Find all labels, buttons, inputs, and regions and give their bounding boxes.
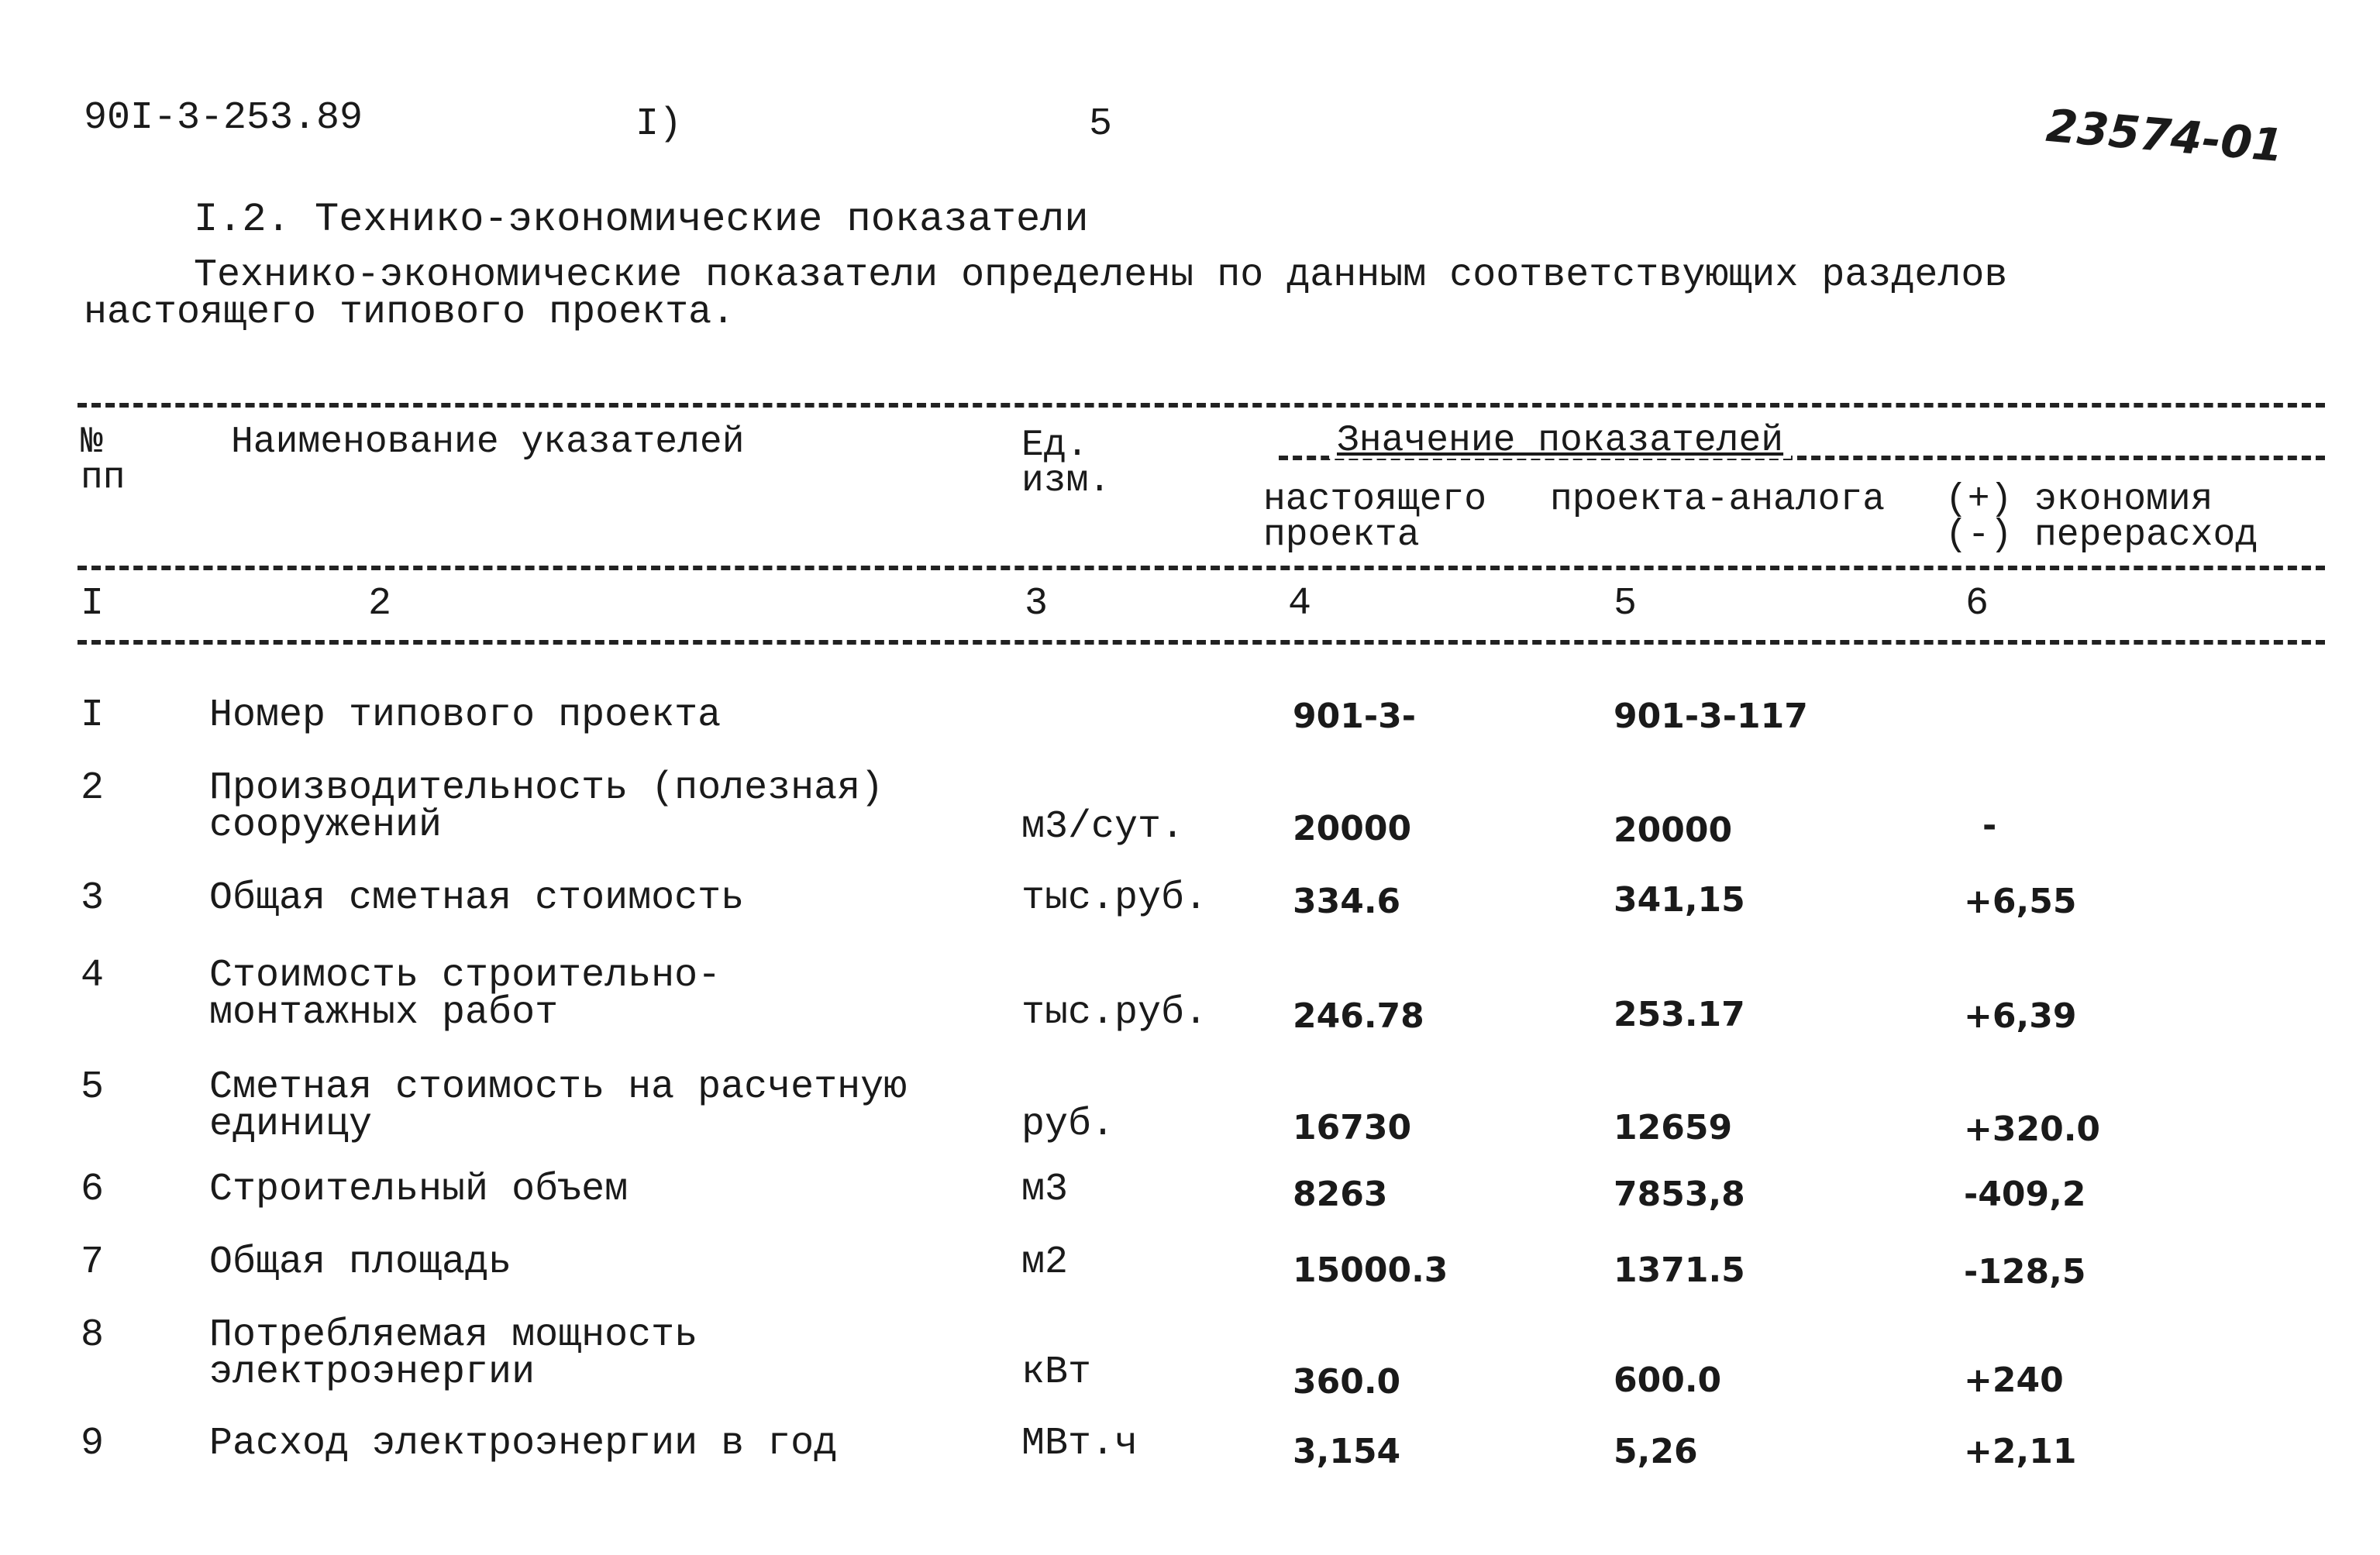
page-number: 5 bbox=[1089, 102, 1113, 146]
row-unit: тыс.руб. bbox=[1021, 876, 1208, 920]
row-analog-value: 12659 bbox=[1614, 1108, 1733, 1147]
row-analog-value: 7853,8 bbox=[1614, 1175, 1745, 1214]
row-number: 9 bbox=[81, 1422, 105, 1466]
row-current-value: 8263 bbox=[1293, 1175, 1388, 1214]
row-analog-value: 253.17 bbox=[1614, 995, 1745, 1034]
row-current-value: 334.6 bbox=[1293, 882, 1401, 921]
document-code: 90I-3-253.89 bbox=[84, 96, 363, 140]
col-number-3: 3 bbox=[1025, 582, 1049, 626]
col-number-6: 6 bbox=[1965, 582, 1989, 626]
row-number: 4 bbox=[81, 954, 105, 998]
row-number: 8 bbox=[81, 1313, 105, 1357]
row-difference-value: +320.0 bbox=[1964, 1109, 2101, 1149]
row-number: 3 bbox=[81, 876, 105, 920]
section-marker: I) bbox=[635, 102, 683, 146]
row-name: Строительный объем bbox=[209, 1168, 629, 1212]
row-unit: МВт.ч bbox=[1021, 1422, 1138, 1466]
col-header-num: № пп bbox=[81, 421, 126, 499]
row-name: Общая сметная стоимость bbox=[209, 876, 745, 920]
table-top-rule bbox=[77, 403, 2325, 408]
row-number: 2 bbox=[81, 766, 105, 810]
inventory-stamp: 23574-01 bbox=[2044, 98, 2285, 173]
row-unit: руб. bbox=[1021, 1103, 1115, 1147]
row-unit: м3 bbox=[1021, 1168, 1069, 1212]
row-difference-value: +6,39 bbox=[1964, 996, 2077, 1036]
row-name: Стоимость строительно- монтажных работ bbox=[209, 954, 722, 1035]
row-name: Потребляемая мощность электроэнергии bbox=[209, 1313, 698, 1395]
col-number-2: 2 bbox=[368, 582, 392, 626]
row-current-value: 360.0 bbox=[1293, 1362, 1401, 1402]
row-name: Сметная стоимость на расчетную единицу bbox=[209, 1065, 908, 1147]
row-difference-value: +6,55 bbox=[1964, 882, 2077, 921]
header-bottom-rule bbox=[77, 566, 2325, 570]
row-name: Номер типового проекта bbox=[209, 693, 722, 738]
col-number-5: 5 bbox=[1614, 582, 1638, 626]
row-number: 6 bbox=[81, 1168, 105, 1212]
row-current-value: 15000.3 bbox=[1293, 1251, 1448, 1290]
col-header-unit: Ед. изм. bbox=[1021, 425, 1111, 502]
row-difference-value: -409,2 bbox=[1964, 1175, 2086, 1214]
row-unit: м2 bbox=[1021, 1240, 1069, 1285]
row-current-value: 3,154 bbox=[1293, 1432, 1401, 1471]
col-header-values-group: Значение показателей bbox=[1329, 423, 1791, 459]
col-number-4: 4 bbox=[1288, 582, 1312, 626]
col-number-1: I bbox=[81, 582, 105, 626]
row-number: 5 bbox=[81, 1065, 105, 1109]
row-unit: м3/сут. bbox=[1021, 805, 1185, 849]
row-current-value: 16730 bbox=[1293, 1108, 1412, 1147]
row-difference-value: +240 bbox=[1964, 1361, 2064, 1400]
row-difference-value: +2,11 bbox=[1964, 1432, 2077, 1471]
col-header-sign: (+) (-) bbox=[1945, 479, 2013, 556]
row-current-value: 246.78 bbox=[1293, 996, 1424, 1036]
row-name: Производительность (полезная) сооружений bbox=[209, 766, 884, 848]
col-header-diff: экономия перерасход bbox=[2034, 479, 2258, 556]
col-header-name: Наименование указателей bbox=[231, 421, 745, 463]
row-analog-value: 1371.5 bbox=[1614, 1251, 1745, 1290]
row-current-value: 901-3- bbox=[1293, 697, 1416, 736]
intro-paragraph: Технико-экономические показатели определены по данным соответствующих разделов настоящего типового проекта. bbox=[84, 253, 2008, 335]
row-number: 7 bbox=[81, 1240, 105, 1285]
col-header-analog: проекта-аналога bbox=[1550, 479, 1886, 521]
row-current-value: 20000 bbox=[1293, 809, 1412, 848]
column-numbers-rule bbox=[77, 640, 2325, 645]
row-number: I bbox=[81, 693, 105, 738]
row-difference-value: -128,5 bbox=[1964, 1252, 2086, 1292]
row-analog-value: 20000 bbox=[1614, 810, 1733, 850]
row-analog-value: 901-3-117 bbox=[1614, 697, 1808, 736]
row-difference-value: - bbox=[1982, 806, 1997, 845]
row-analog-value: 5,26 bbox=[1614, 1432, 1698, 1471]
row-unit: кВт bbox=[1021, 1350, 1092, 1395]
row-analog-value: 600.0 bbox=[1614, 1361, 1722, 1400]
row-name: Расход электроэнергии в год bbox=[209, 1422, 838, 1466]
col-header-current: настоящего проекта bbox=[1263, 479, 1487, 556]
section-title: I.2. Технико-экономические показатели bbox=[194, 197, 1089, 243]
row-name: Общая площадь bbox=[209, 1240, 512, 1285]
row-analog-value: 341,15 bbox=[1614, 880, 1745, 920]
row-unit: тыс.руб. bbox=[1021, 991, 1208, 1035]
